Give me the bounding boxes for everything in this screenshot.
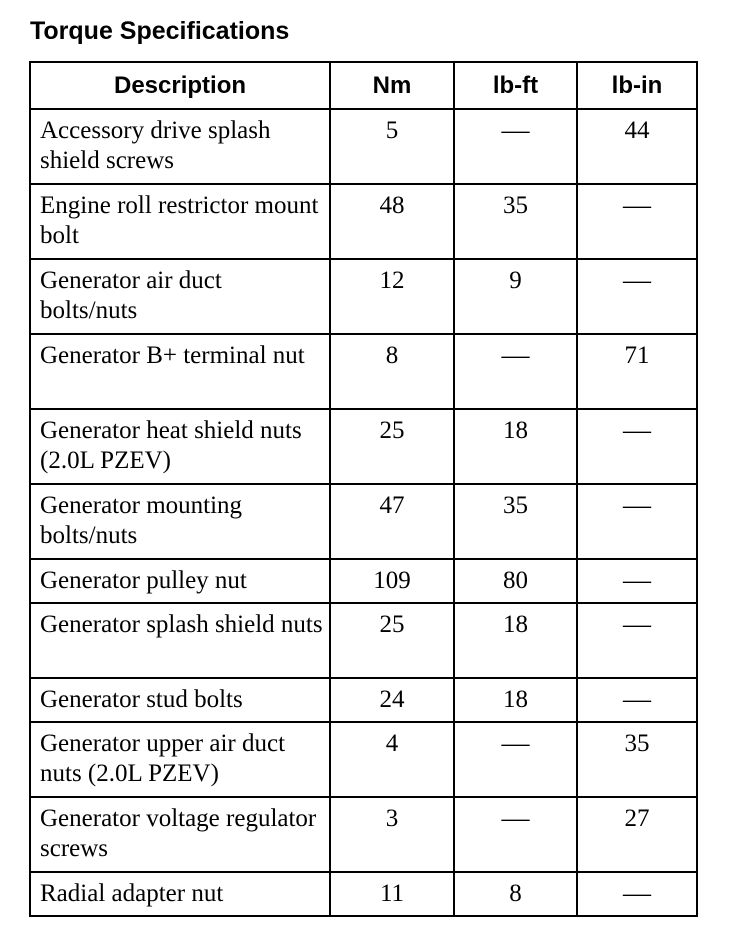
cell-lbft: 18 — [454, 603, 577, 678]
cell-lbin: — — [577, 603, 697, 678]
page-title: Torque Specifications — [30, 17, 290, 45]
table-row — [30, 409, 697, 484]
cell-lbft: 18 — [454, 678, 577, 722]
cell-lbft: 8 — [454, 872, 577, 916]
cell-description: Engine roll restrictor mount bolt — [30, 184, 330, 259]
column-header-lbft: lb-ft — [454, 62, 577, 109]
cell-lbin: — — [577, 678, 697, 722]
cell-description: Generator stud bolts — [30, 678, 330, 722]
column-header-lbin: lb-in — [577, 62, 697, 109]
cell-nm: 5 — [330, 109, 454, 184]
cell-nm: 12 — [330, 259, 454, 334]
cell-lbft: — — [454, 334, 577, 409]
cell-lbin: — — [577, 184, 697, 259]
cell-description: Generator air duct bolts/nuts — [30, 259, 330, 334]
cell-lbin: 44 — [577, 109, 697, 184]
cell-lbin: — — [577, 872, 697, 916]
cell-lbin: — — [577, 484, 697, 559]
cell-lbft: 80 — [454, 559, 577, 603]
cell-lbft: — — [454, 722, 577, 797]
table-row — [30, 334, 697, 409]
table-row — [30, 722, 697, 797]
cell-nm: 48 — [330, 184, 454, 259]
table-row — [30, 484, 697, 559]
cell-lbft: — — [454, 109, 577, 184]
cell-lbft: 9 — [454, 259, 577, 334]
cell-description: Radial adapter nut — [30, 872, 330, 916]
cell-description: Generator heat shield nuts (2.0L PZEV) — [30, 409, 330, 484]
cell-nm: 4 — [330, 722, 454, 797]
cell-nm: 25 — [330, 409, 454, 484]
table-row — [30, 797, 697, 872]
torque-spec-table — [29, 61, 698, 917]
cell-nm: 11 — [330, 872, 454, 916]
cell-lbin: — — [577, 559, 697, 603]
cell-nm: 25 — [330, 603, 454, 678]
cell-nm: 8 — [330, 334, 454, 409]
cell-description: Generator upper air duct nuts (2.0L PZEV) — [30, 722, 330, 797]
table-row — [30, 184, 697, 259]
table-row — [30, 259, 697, 334]
cell-lbft: 35 — [454, 184, 577, 259]
cell-nm: 109 — [330, 559, 454, 603]
cell-lbin: 35 — [577, 722, 697, 797]
table-header-row — [30, 62, 697, 109]
cell-nm: 24 — [330, 678, 454, 722]
table-row — [30, 559, 697, 603]
cell-description: Generator B+ terminal nut — [30, 334, 330, 409]
cell-lbin: 27 — [577, 797, 697, 872]
table-row — [30, 109, 697, 184]
column-header-description: Description — [30, 62, 330, 109]
table-row — [30, 678, 697, 722]
cell-lbin: 71 — [577, 334, 697, 409]
column-header-nm: Nm — [330, 62, 454, 109]
cell-description: Generator pulley nut — [30, 559, 330, 603]
table-row — [30, 603, 697, 678]
cell-nm: 3 — [330, 797, 454, 872]
cell-description: Generator splash shield nuts — [30, 603, 330, 678]
cell-description: Generator voltage regulator screws — [30, 797, 330, 872]
cell-description: Generator mounting bolts/nuts — [30, 484, 330, 559]
cell-lbft: 18 — [454, 409, 577, 484]
cell-lbin: — — [577, 259, 697, 334]
cell-lbin: — — [577, 409, 697, 484]
cell-lbft: — — [454, 797, 577, 872]
cell-nm: 47 — [330, 484, 454, 559]
cell-lbft: 35 — [454, 484, 577, 559]
cell-description: Accessory drive splash shield screws — [30, 109, 330, 184]
table-row — [30, 872, 697, 916]
